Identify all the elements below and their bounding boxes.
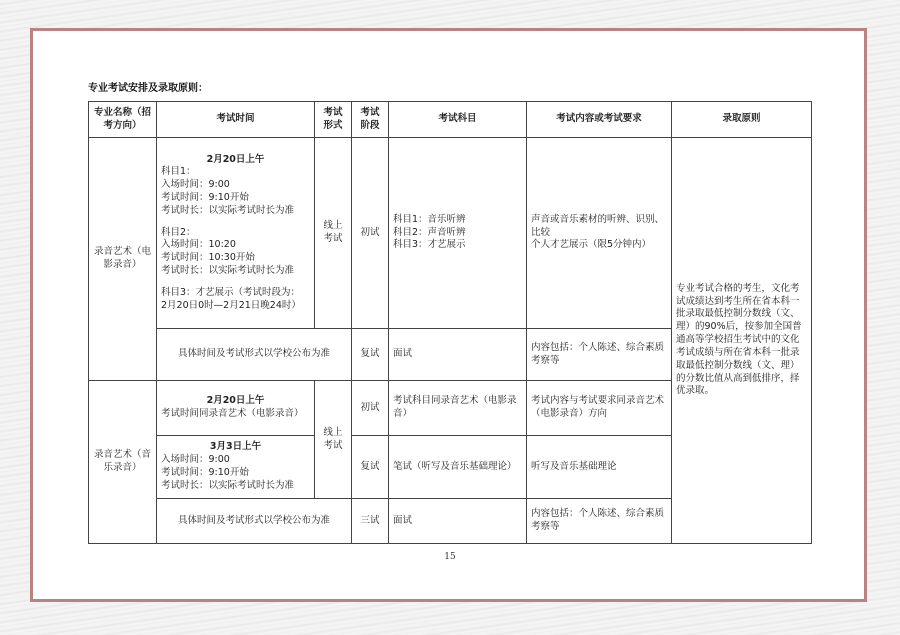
header-row (89, 102, 812, 138)
header-major: 专业名称（招考方向） (89, 102, 157, 138)
film-s2-entry: 入场时间：10:20 (161, 239, 236, 251)
music-second-subject: 笔试（听写及音乐基础理论） (389, 436, 527, 499)
header-subjects: 考试科目 (389, 102, 527, 138)
music-interview-content: 内容包括：个人陈述、综合素质考察等 (527, 499, 672, 544)
film-s3-period: 2月20日0时—2月21日晚24时） (161, 299, 301, 311)
exam-schedule-table (88, 101, 812, 544)
film-subject-1: 科目1：音乐听辨 (393, 213, 466, 225)
music-second-entry: 入场时间：9:00 (161, 454, 230, 466)
music-first-requirement: 考试内容与考试要求同录音艺术（电影录音）方向 (527, 381, 672, 436)
music-first-time: 考试时间同录音艺术（电影录音） (161, 408, 304, 419)
film-subject-2: 科目2：声音听辨 (393, 226, 466, 238)
music-stage-third: 三试 (352, 499, 389, 544)
music-first-subject: 考试科目同录音艺术（电影录音） (389, 381, 527, 436)
music-second-schedule-cell (157, 436, 315, 499)
header-form: 考试形式 (315, 102, 352, 138)
music-second-start: 考试时间：9:10开始 (161, 467, 249, 478)
music-second-duration: 考试时长：以实际考试时长为准 (161, 479, 295, 491)
film-s2: 科目2： (161, 226, 196, 238)
header-admission: 录取原则 (672, 102, 812, 138)
header-stage: 考试阶段 (352, 102, 389, 138)
header-content: 考试内容或考试要求 (527, 102, 672, 138)
film-schedule-cell (157, 138, 315, 329)
film-date: 2月20日上午 (206, 153, 265, 165)
music-first-schedule-cell (157, 381, 315, 436)
film-requirement-1: 声音或音乐素材的听辨、识别、比较 (531, 213, 665, 238)
table-row (89, 138, 812, 329)
music-stage-second: 复试 (352, 436, 389, 499)
music-interview: 面试 (389, 499, 527, 544)
music-first-date: 2月20日上午 (206, 395, 265, 407)
film-subjects-cell (389, 138, 527, 329)
film-stage-second: 复试 (352, 329, 389, 381)
film-subject-3: 科目3：才艺展示 (393, 239, 466, 251)
film-s1-entry: 入场时间：9:00 (161, 179, 230, 191)
film-s1-duration: 考试时长：以实际考试时长为准 (161, 204, 295, 216)
film-requirements-cell (527, 138, 672, 329)
major-music: 录音艺术（音乐录音） (89, 381, 157, 544)
music-stage-first: 初试 (352, 381, 389, 436)
film-second-notice: 具体时间及考试形式以学校公布为准 (157, 329, 352, 381)
admission-principle: 专业考试合格的考生，文化考试成绩达到考生所在省本科一批录取最低控制分数线（文、理）的90%后，按参加全国普通高等学校招生考试中的文化考试成绩与所在省本科一批录取最低控制分数线（文、理）的分数比值从高到低排序，择优录取。 (672, 138, 812, 544)
film-s1: 科目1： (161, 166, 196, 178)
film-form: 线上考试 (315, 138, 352, 329)
film-s2-duration: 考试时长：以实际考试时长为准 (161, 265, 295, 277)
film-interview: 面试 (389, 329, 527, 381)
music-third-notice: 具体时间及考试形式以学校公布为准 (157, 499, 352, 544)
major-film: 录音艺术（电影录音） (89, 138, 157, 381)
section-heading: 专业考试安排及录取原则： (88, 83, 208, 94)
music-form: 线上考试 (315, 381, 352, 499)
film-s2-start: 考试时间：10:30开始 (161, 252, 255, 264)
music-second-date: 3月3日上午 (209, 441, 262, 453)
film-interview-content: 内容包括：个人陈述、综合素质考察等 (527, 329, 672, 381)
music-second-requirement: 听写及音乐基础理论 (527, 436, 672, 499)
header-time: 考试时间 (157, 102, 315, 138)
page-number: 15 (444, 552, 456, 562)
film-stage-first: 初试 (352, 138, 389, 329)
film-s3: 科目3：才艺展示（考试时段为： (161, 286, 301, 298)
film-s1-start: 考试时间：9:10开始 (161, 191, 249, 203)
film-requirement-2: 个人才艺展示（限5分钟内） (531, 239, 652, 251)
